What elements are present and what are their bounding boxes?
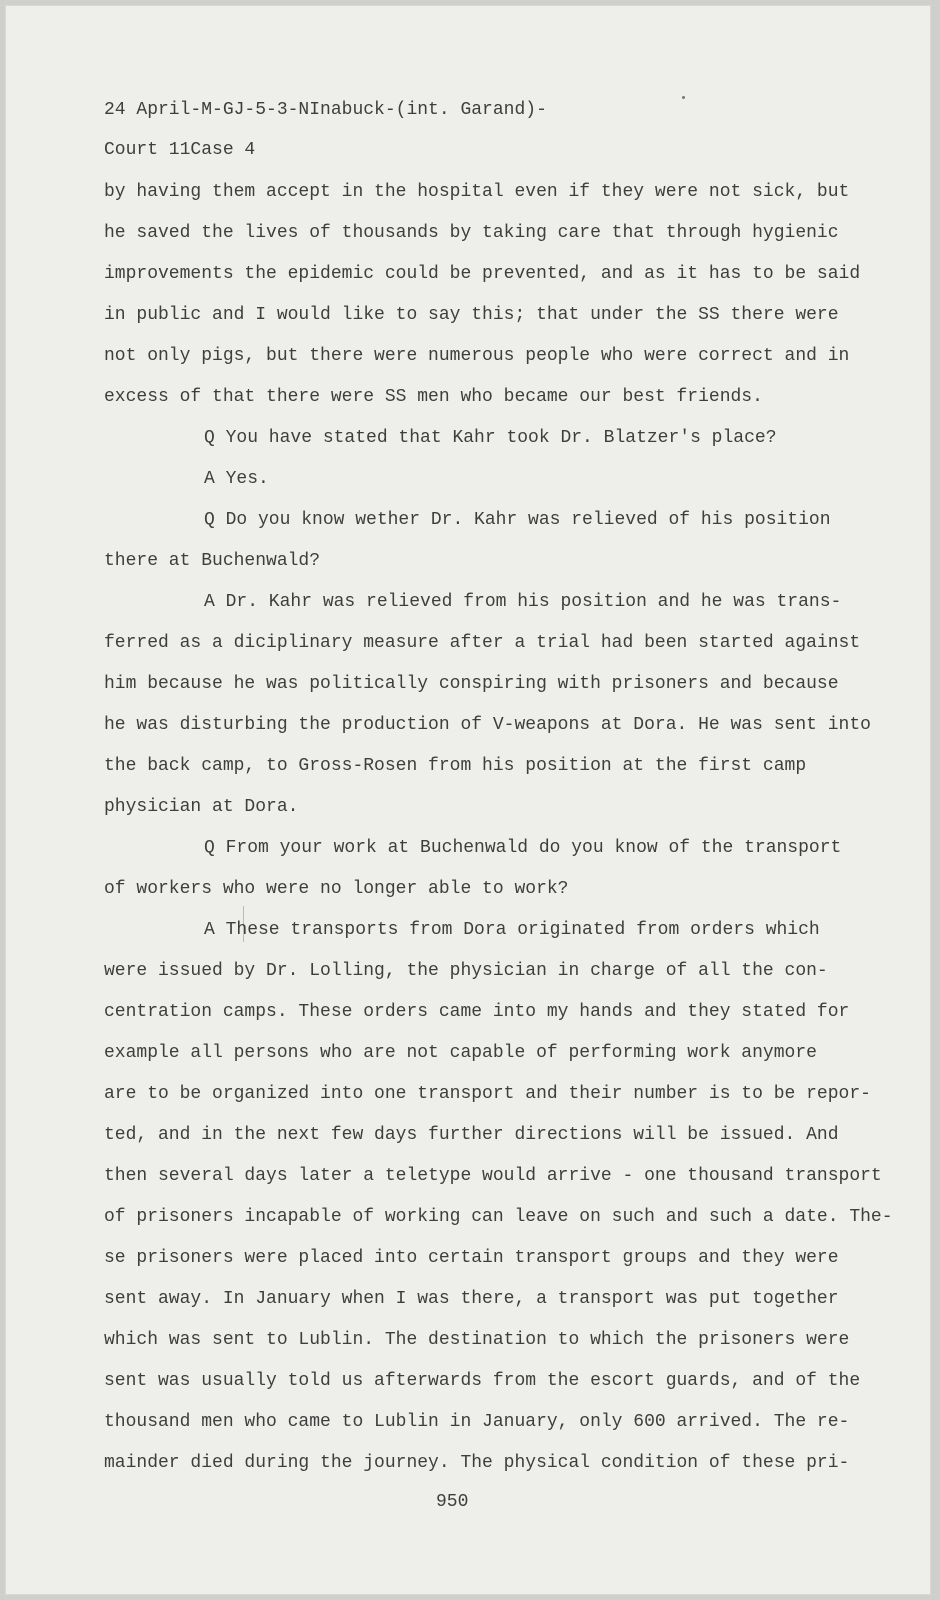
- text-line: example all persons who are not capable of performing work anymore: [104, 1043, 817, 1063]
- text-line: are to be organized into one transport and their number is to be repor-: [104, 1084, 871, 1104]
- text-line: Q You have stated that Kahr took Dr. Blatzer's place?: [204, 428, 777, 448]
- text-line: A These transports from Dora originated from orders which: [204, 920, 820, 940]
- text-line: in public and I would like to say this; that under the SS there were: [104, 305, 839, 325]
- text-line: centration camps. These orders came into my hands and they stated for: [104, 1002, 850, 1022]
- text-line: ferred as a diciplinary measure after a trial had been started against: [104, 633, 861, 653]
- text-line: mainder died during the journey. The physical condition of these pri-: [104, 1453, 850, 1473]
- ink-speck: [682, 96, 685, 99]
- text-line: sent away. In January when I was there, a transport was put together: [104, 1289, 839, 1309]
- document-page: [6, 6, 930, 1594]
- text-line: by having them accept in the hospital even if they were not sick, but: [104, 182, 850, 202]
- text-line: the back camp, to Gross-Rosen from his position at the first camp: [104, 756, 807, 776]
- text-line: of workers who were no longer able to work?: [104, 879, 569, 899]
- text-line: were issued by Dr. Lolling, the physician in charge of all the con-: [104, 961, 828, 981]
- text-line: he was disturbing the production of V-weapons at Dora. He was sent into: [104, 715, 871, 735]
- header-line-2: Court 11Case 4: [104, 140, 256, 160]
- text-line: Q Do you know wether Dr. Kahr was relieved of his position: [204, 510, 831, 530]
- text-line: excess of that there were SS men who became our best friends.: [104, 387, 763, 407]
- text-line: ted, and in the next few days further directions will be issued. And: [104, 1125, 839, 1145]
- text-line: A Yes.: [204, 469, 269, 489]
- text-line: A Dr. Kahr was relieved from his position and he was trans-: [204, 592, 842, 612]
- text-line: improvements the epidemic could be prevented, and as it has to be said: [104, 264, 861, 284]
- page-number: 950: [436, 1492, 469, 1512]
- text-line: not only pigs, but there were numerous people who were correct and in: [104, 346, 850, 366]
- text-line: thousand men who came to Lublin in January, only 600 arrived. The re-: [104, 1412, 850, 1432]
- header-line-1: 24 April-M-GJ-5-3-NInabuck-(int. Garand)-: [104, 100, 547, 120]
- text-line: of prisoners incapable of working can leave on such and such a date. The-: [104, 1207, 893, 1227]
- text-line: he saved the lives of thousands by taking care that through hygienic: [104, 223, 839, 243]
- text-line: Q From your work at Buchenwald do you know of the transport: [204, 838, 842, 858]
- text-line: which was sent to Lublin. The destination to which the prisoners were: [104, 1330, 850, 1350]
- text-line: there at Buchenwald?: [104, 551, 321, 571]
- text-line: sent was usually told us afterwards from the escort guards, and of the: [104, 1371, 861, 1391]
- text-line: him because he was politically conspiring with prisoners and because: [104, 674, 839, 694]
- text-line: then several days later a teletype would arrive - one thousand transport: [104, 1166, 882, 1186]
- text-line: physician at Dora.: [104, 797, 299, 817]
- text-line: se prisoners were placed into certain transport groups and they were: [104, 1248, 839, 1268]
